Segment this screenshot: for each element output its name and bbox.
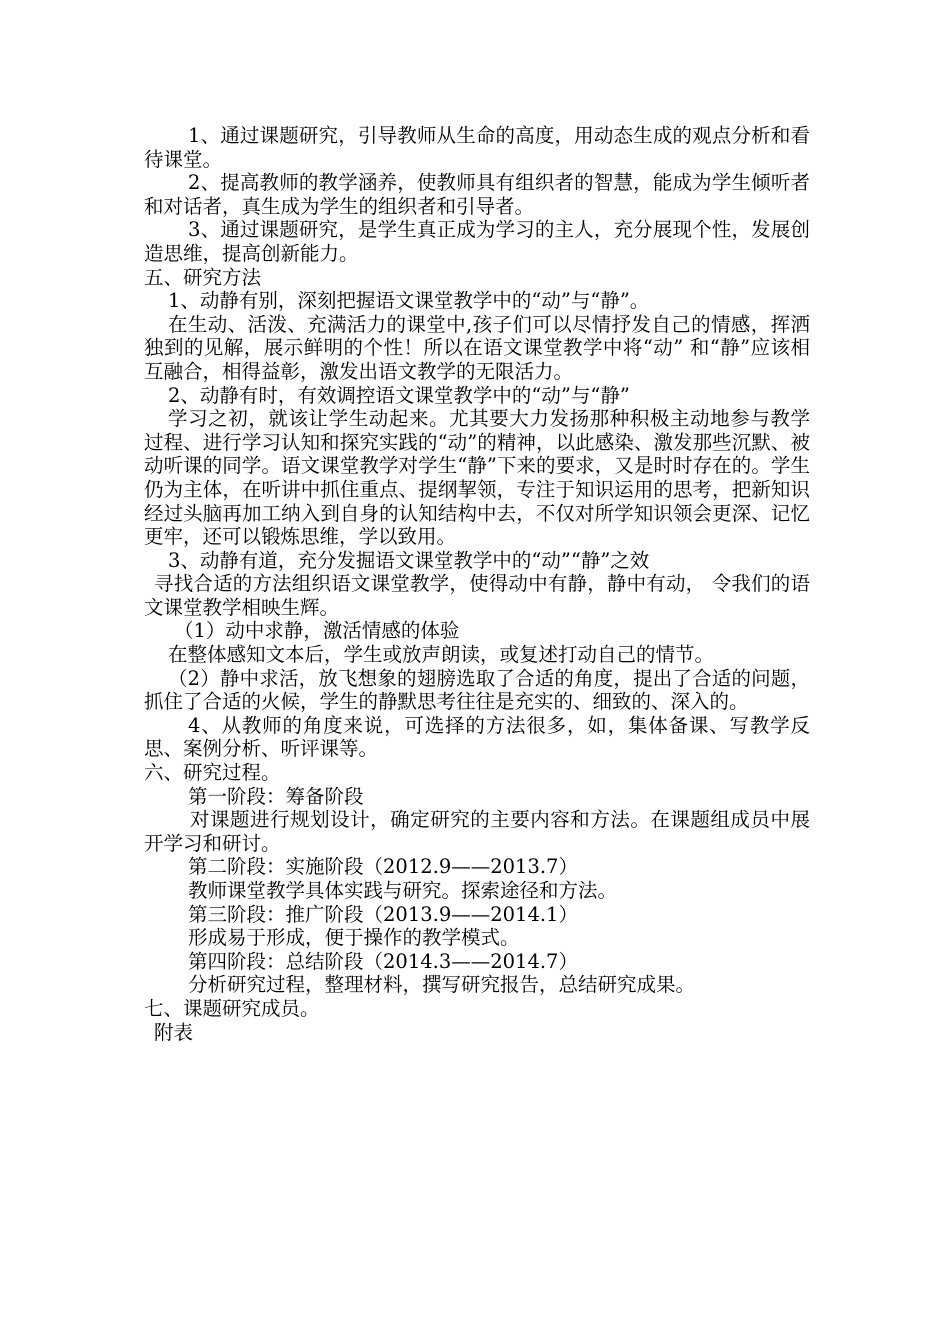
method-paragraph-3: 寻找合适的方法组织语文课堂教学，使得动中有静，静中有动， 令我们的语文课堂教学相映生辉。	[144, 572, 810, 619]
goal-paragraph-2: 2、提高教师的教学涵养，使教师具有组织者的智慧，能成为学生倾听者和对话者，真生成为学生的组织者和引导者。	[144, 171, 810, 218]
method-heading-1: 1、动静有别，深刻把握语文课堂教学中的“动”与“静”。	[168, 289, 650, 313]
method-heading-3: 3、动静有道，充分发掘语文课堂教学中的“动”“静”之效	[168, 548, 650, 572]
stage-2-text: 教师课堂教学具体实践与研究。探索途径和方法。	[188, 879, 618, 902]
stage-1-text: 对课题进行规划设计，确定研究的主要内容和方法。在课题组成员中展开学习和研讨。	[144, 808, 810, 855]
method-subheading-1: （1）动中求静，激活情感的体验	[174, 619, 460, 643]
stage-2-title: 第二阶段：实施阶段（2012.9——2013.7）	[188, 855, 578, 879]
stage-1-title: 第一阶段：筹备阶段	[188, 784, 364, 808]
section-heading-process: 六、研究过程。	[144, 761, 281, 785]
section-heading-members: 七、课题研究成员。	[144, 996, 320, 1020]
method-paragraph-2: 学习之初，就该让学生动起来。尤其要大力发扬那种积极主动地参与教学过程、进行学习认知和探究实践的“动”的精神，以此感染、激发那些沉默、被动听课的同学。语文课堂教学对学生“静”下来的要求，又是时时存在的。学生仍为主体，在听讲中抓住重点、提纲挈领，专注于知识运用的思考，把新知识经过头脑再加工纳入到自身的认知结构中去，不仅对所学知识领会更深、记忆更牢，还可以锻炼思维，学以致用。	[144, 407, 810, 549]
appendix-label: 附表	[154, 1020, 194, 1044]
stage-3-title: 第三阶段：推广阶段（2013.9——2014.1）	[188, 902, 578, 926]
stage-4-title: 第四阶段：总结阶段（2014.3——2014.7）	[188, 949, 578, 973]
section-heading-methods: 五、研究方法	[144, 265, 262, 289]
method-subparagraph-2: （2）静中求活，放飞想象的翅膀选取了合适的角度，提出了合适的问题，抓住了合适的火候，学生的静默思考往往是充实的、细致的、深入的。	[144, 666, 810, 714]
method-heading-2: 2、动静有时，有效调控语文课堂教学中的“动”与“静”	[168, 383, 630, 407]
method-paragraph-1: 在生动、活泼、充满活力的课堂中,孩子们可以尽情抒发自己的情感，挥洒独到的见解，展示鲜明的个性！所以在语文课堂教学中将“动” 和“静”应该相互融合，相得益彰，激发出语文教学的无限活力。	[144, 312, 810, 383]
goal-paragraph-3: 3、通过课题研究，是学生真正成为学习的主人，充分展现个性，发展创造思维，提高创新能力。	[144, 218, 810, 265]
method-subparagraph-1: 在整体感知文本后，学生或放声朗读，或复述打动自己的情节。	[168, 643, 715, 667]
method-paragraph-4: 4、从教师的角度来说，可选择的方法很多，如，集体备课、写教学反思、案例分析、听评课等。	[144, 713, 810, 761]
stage-3-text: 形成易于形成，便于操作的教学模式。	[188, 926, 520, 950]
stage-4-text: 分析研究过程，整理材料，撰写研究报告，总结研究成果。	[188, 973, 696, 997]
goal-paragraph-1: 1、通过课题研究，引导教师从生命的高度，用动态生成的观点分析和看待课堂。	[144, 124, 810, 171]
document-body	[144, 124, 810, 1044]
